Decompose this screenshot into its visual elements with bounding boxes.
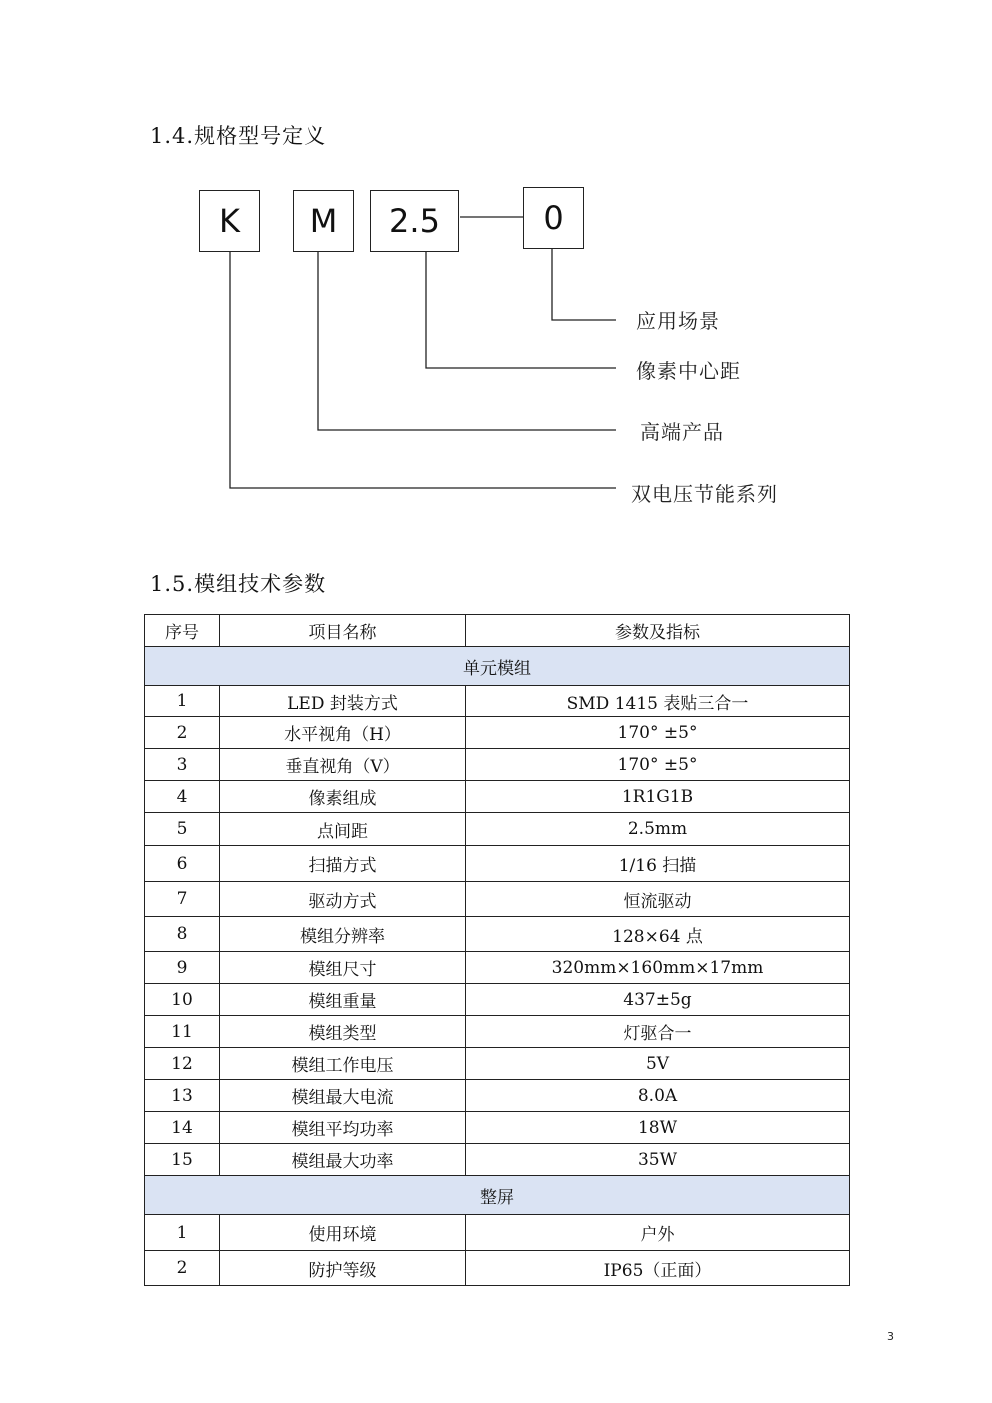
table-row — [145, 846, 850, 882]
label-scene: 应用场景 — [636, 309, 720, 333]
cell-value: 170° ±5° — [466, 749, 850, 781]
table-section-row — [145, 1176, 850, 1215]
cell-name: 模组重量 — [220, 984, 466, 1016]
code-box-grade: M — [293, 190, 354, 252]
cell-no: 10 — [145, 984, 220, 1016]
cell-name: 模组最大功率 — [220, 1144, 466, 1176]
cell-name: LED 封装方式 — [220, 686, 466, 717]
cell-name: 驱动方式 — [220, 882, 466, 917]
cell-no: 14 — [145, 1112, 220, 1144]
cell-no: 12 — [145, 1048, 220, 1080]
spec-table — [144, 614, 850, 1286]
cell-value: 5V — [466, 1048, 850, 1080]
cell-no: 8 — [145, 917, 220, 952]
table-row — [145, 749, 850, 781]
table-section-row — [145, 647, 850, 686]
cell-value: 2.5mm — [466, 813, 850, 846]
cell-no: 4 — [145, 781, 220, 813]
section-title: 单元模组 — [145, 647, 850, 686]
connector-lines — [0, 0, 992, 560]
cell-no: 6 — [145, 846, 220, 882]
cell-value: SMD 1415 表贴三合一 — [466, 686, 850, 717]
table-row — [145, 717, 850, 749]
cell-name: 点间距 — [220, 813, 466, 846]
cell-value: 恒流驱动 — [466, 882, 850, 917]
cell-name: 模组工作电压 — [220, 1048, 466, 1080]
cell-value: 320mm×160mm×17mm — [466, 952, 850, 984]
cell-name: 像素组成 — [220, 781, 466, 813]
cell-value: 8.0A — [466, 1080, 850, 1112]
cell-value: 户外 — [466, 1215, 850, 1251]
cell-no: 2 — [145, 1251, 220, 1286]
cell-no: 7 — [145, 882, 220, 917]
cell-no: 2 — [145, 717, 220, 749]
cell-name: 模组类型 — [220, 1016, 466, 1048]
cell-value: 1R1G1B — [466, 781, 850, 813]
table-header-row — [145, 615, 850, 647]
section-heading-module-params: 1.5.模组技术参数 — [150, 572, 327, 596]
header-item: 项目名称 — [220, 615, 466, 647]
cell-value: 128×64 点 — [466, 917, 850, 952]
cell-name: 模组平均功率 — [220, 1112, 466, 1144]
cell-no: 1 — [145, 686, 220, 717]
table-row — [145, 1016, 850, 1048]
table-row — [145, 1080, 850, 1112]
cell-name: 模组最大电流 — [220, 1080, 466, 1112]
cell-value: 灯驱合一 — [466, 1016, 850, 1048]
table-row — [145, 917, 850, 952]
cell-value: 1/16 扫描 — [466, 846, 850, 882]
cell-name: 扫描方式 — [220, 846, 466, 882]
cell-value: 35W — [466, 1144, 850, 1176]
cell-value: 437±5g — [466, 984, 850, 1016]
label-dual-voltage: 双电压节能系列 — [631, 482, 778, 506]
spec-table-body — [145, 647, 850, 1286]
header-value: 参数及指标 — [466, 615, 850, 647]
table-row — [145, 813, 850, 846]
table-row — [145, 1215, 850, 1251]
page-number: 3 — [887, 1330, 894, 1343]
cell-name: 水平视角（H） — [220, 717, 466, 749]
cell-value: 170° ±5° — [466, 717, 850, 749]
cell-name: 模组分辨率 — [220, 917, 466, 952]
table-row — [145, 686, 850, 717]
table-row — [145, 882, 850, 917]
cell-name: 防护等级 — [220, 1251, 466, 1286]
cell-name: 垂直视角（V） — [220, 749, 466, 781]
section-heading-spec-model: 1.4.规格型号定义 — [150, 124, 327, 148]
header-no: 序号 — [145, 615, 220, 647]
cell-name: 使用环境 — [220, 1215, 466, 1251]
table-row — [145, 781, 850, 813]
cell-no: 3 — [145, 749, 220, 781]
code-box-scene: 0 — [523, 187, 584, 249]
code-box-series: K — [199, 190, 260, 252]
cell-value: IP65（正面） — [466, 1251, 850, 1286]
cell-no: 13 — [145, 1080, 220, 1112]
cell-no: 9 — [145, 952, 220, 984]
cell-no: 5 — [145, 813, 220, 846]
cell-no: 15 — [145, 1144, 220, 1176]
label-pixel-pitch: 像素中心距 — [636, 359, 741, 383]
code-box-pitch: 2.5 — [370, 190, 459, 252]
table-row — [145, 1112, 850, 1144]
cell-no: 1 — [145, 1215, 220, 1251]
table-row — [145, 1048, 850, 1080]
section-title: 整屏 — [145, 1176, 850, 1215]
cell-name: 模组尺寸 — [220, 952, 466, 984]
cell-value: 18W — [466, 1112, 850, 1144]
table-row — [145, 1251, 850, 1286]
table-row — [145, 1144, 850, 1176]
table-row — [145, 984, 850, 1016]
cell-no: 11 — [145, 1016, 220, 1048]
table-row — [145, 952, 850, 984]
label-high-end: 高端产品 — [640, 420, 724, 444]
